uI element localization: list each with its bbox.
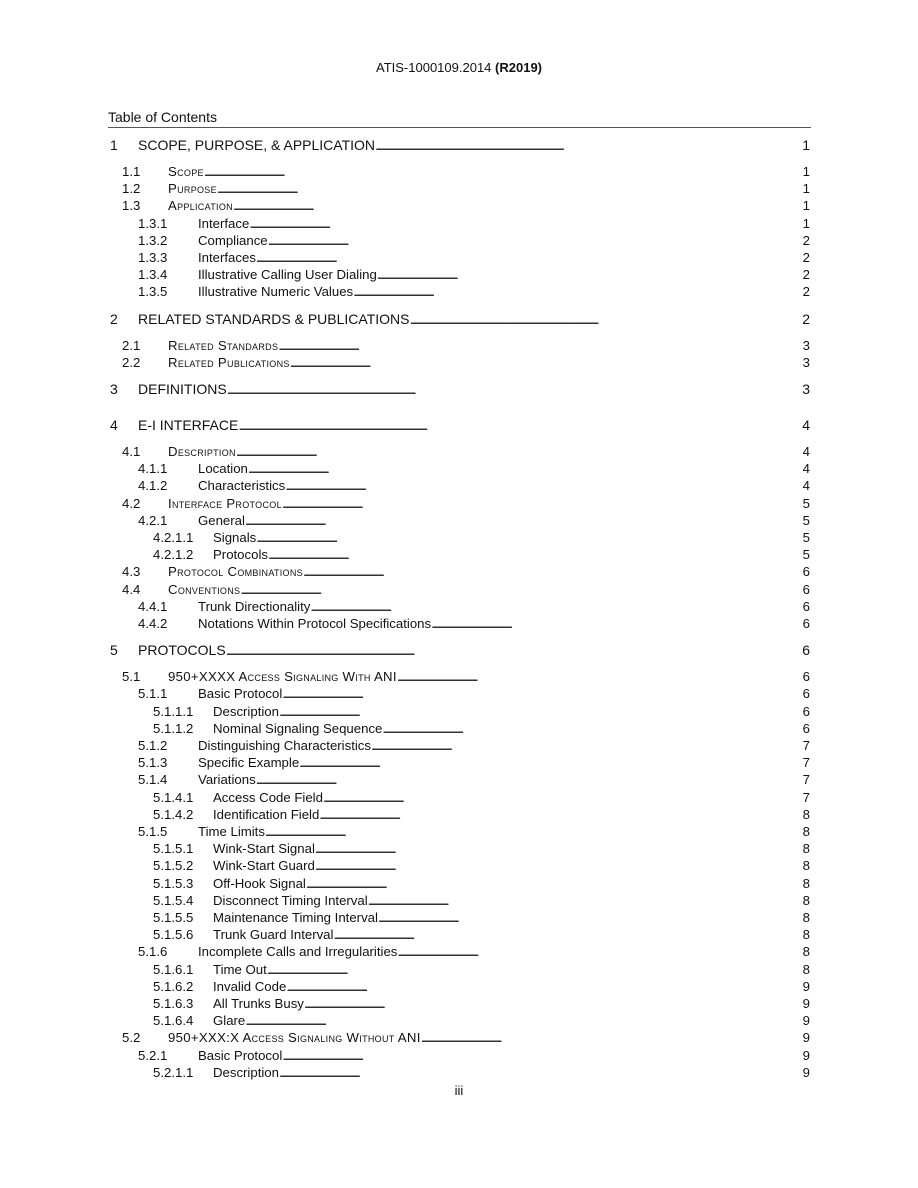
toc-dot-leader (315, 841, 802, 856)
toc-entry-number: 4.4.1 (138, 598, 168, 614)
toc-entry-title: Illustrative Calling User Dialing (198, 267, 377, 283)
toc-dot-leader (421, 1030, 802, 1045)
toc-dot-leader (333, 927, 801, 942)
toc-entry[interactable] (138, 284, 810, 301)
toc-entry[interactable] (122, 164, 810, 181)
toc-entry-number: 3 (110, 381, 118, 397)
toc-entry-number: 4.2.1.1 (153, 530, 194, 545)
toc-entry-title: Interface Protocol (168, 495, 282, 511)
toc-entry-page: 8 (802, 858, 810, 874)
toc-entry-page: 6 (802, 581, 810, 597)
toc-entry-page: 3 (802, 381, 810, 397)
toc-entry[interactable] (138, 755, 810, 772)
toc-entry-number: 5.1.4.2 (153, 806, 194, 822)
toc-entry-title: Location (198, 461, 248, 477)
toc-entry[interactable] (153, 858, 810, 875)
toc-entry-number: 1 (110, 137, 118, 153)
toc-entry-page: 1 (802, 215, 810, 231)
toc-dot-leader (371, 738, 802, 753)
toc-entry-page: 4 (802, 461, 810, 477)
toc-entry-title: Maintenance Timing Interval (213, 910, 378, 925)
toc-entry-page: 5 (802, 530, 810, 545)
toc-entry-title: Wink-Start Guard (213, 858, 315, 874)
toc-dot-leader (282, 1048, 801, 1063)
toc-entry-title: Application (168, 198, 233, 214)
toc-entry-number: 4.2.1 (138, 512, 168, 528)
toc-entry[interactable] (153, 547, 810, 564)
toc-entry[interactable] (110, 137, 810, 154)
toc-entry-number: 1.3.3 (138, 250, 168, 265)
toc-entry-number: 4.1 (122, 444, 141, 459)
toc-entry-page: 8 (802, 910, 810, 925)
toc-entry-title: Time Out (213, 961, 267, 977)
toc-entry-title: Related Standards (168, 337, 279, 353)
toc-entry-page: 9 (802, 1064, 810, 1080)
toc-entry-number: 1.3.5 (138, 284, 168, 300)
toc-dot-leader (233, 198, 802, 213)
toc-entry-number: 5.2 (122, 1030, 141, 1046)
toc-entry-title: Off-Hook Signal (213, 875, 306, 891)
toc-entry[interactable] (138, 738, 810, 755)
toc-entry-number: 4 (110, 417, 118, 433)
toc-dot-leader (378, 910, 802, 925)
toc-entry-number: 2.1 (122, 337, 141, 353)
toc-entry[interactable] (138, 686, 810, 703)
toc-entry[interactable] (122, 582, 810, 599)
toc-entry-title: All Trunks Busy (213, 996, 304, 1011)
toc-dot-leader (226, 642, 802, 658)
toc-entry-number: 4.4 (122, 581, 141, 597)
toc-entry-number: 5.1.5.1 (153, 841, 194, 857)
toc-entry-title: Conventions (168, 581, 241, 597)
page-number: iii (454, 1083, 464, 1098)
toc-entry-number: 5.1.1 (138, 686, 168, 702)
toc-entry[interactable] (138, 461, 810, 478)
toc-entry-title: PROTOCOLS (138, 642, 226, 659)
toc-entry-title: Interfaces (198, 250, 256, 265)
toc-entry-title: E-I INTERFACE (138, 417, 239, 433)
toc-entry-page: 2 (802, 250, 810, 265)
toc-dot-leader (268, 233, 802, 248)
toc-entry-number: 5.1.6.4 (153, 1013, 194, 1029)
toc-entry-page: 4 (802, 417, 810, 433)
toc-entry-number: 5.2.1.1 (153, 1064, 194, 1080)
document-id: ATIS-1000109.2014 (376, 60, 492, 75)
toc-entry[interactable] (122, 355, 810, 372)
toc-entry-title: Glare (213, 1013, 246, 1029)
toc-dot-leader (397, 944, 801, 959)
toc-dot-leader (282, 496, 802, 511)
toc-entry-page: 8 (802, 961, 810, 977)
toc-entry[interactable] (153, 962, 810, 979)
toc-entry[interactable] (153, 807, 810, 824)
toc-dot-leader (319, 807, 801, 822)
toc-entry-title: Identification Field (213, 806, 320, 822)
toc-dot-leader (279, 1065, 802, 1080)
toc-entry-page: 9 (802, 978, 810, 994)
toc-entry-number: 4.1.1 (138, 461, 168, 477)
toc-entry[interactable] (138, 250, 810, 267)
toc-entry[interactable] (153, 1065, 810, 1082)
toc-entry-number: 1.1 (122, 164, 141, 179)
toc-entry-page: 9 (802, 1013, 810, 1029)
toc-entry[interactable] (138, 616, 810, 633)
toc-entry-page: 9 (802, 996, 810, 1011)
toc-entry-title: Description (168, 444, 236, 459)
toc-entry-title: General (198, 512, 245, 528)
toc-entry-title: Specific Example (198, 755, 300, 771)
toc-title: Table of Contents (108, 109, 217, 125)
toc-entry-number: 4.4.2 (138, 616, 168, 631)
toc-entry-title: Variations (198, 772, 256, 788)
toc-entry[interactable] (110, 381, 810, 398)
toc-entry-title: Notations Within Protocol Specifications (198, 616, 432, 631)
toc-entry-number: 4.1.2 (138, 478, 168, 494)
toc-entry-number: 2 (110, 310, 118, 327)
toc-entry[interactable] (122, 198, 810, 215)
toc-entry-title: Purpose (168, 181, 217, 197)
toc-entry-number: 5.2.1 (138, 1047, 168, 1063)
toc-entry-page: 8 (802, 841, 810, 857)
toc-dot-leader (256, 530, 801, 545)
toc-entry[interactable] (153, 1013, 810, 1030)
toc-entry-title: Time Limits (198, 824, 265, 839)
toc-entry-title: Signals (213, 530, 257, 545)
toc-entry-page: 5 (802, 495, 810, 511)
toc-entry-number: 5.1 (122, 669, 141, 685)
toc-entry[interactable] (122, 669, 810, 686)
toc-entry-title: Protocols (213, 547, 268, 563)
toc-entry[interactable] (110, 642, 810, 659)
toc-dot-leader (268, 547, 802, 562)
toc-dot-leader (204, 164, 802, 179)
toc-entry-page: 8 (802, 944, 810, 960)
toc-entry-number: 5.1.1.1 (153, 703, 194, 719)
toc-dot-leader (323, 790, 802, 805)
toc-entry-number: 5.1.5.3 (153, 875, 194, 891)
toc-entry-title: Trunk Guard Interval (213, 927, 334, 943)
toc-entry-page: 6 (802, 703, 810, 719)
toc-entry-number: 5.1.6 (138, 944, 168, 960)
toc-entry[interactable] (122, 338, 810, 355)
toc-entry[interactable] (138, 478, 810, 495)
toc-entry-number: 4.2.1.2 (153, 547, 194, 563)
toc-entry-page: 6 (802, 616, 810, 631)
toc-entry-title: 950+XXX:X Access Signaling Without ANI (168, 1030, 421, 1046)
toc-entry[interactable] (153, 996, 810, 1013)
page-header (0, 60, 918, 75)
toc-entry-title: Illustrative Numeric Values (198, 284, 354, 300)
toc-entry-title: Description (213, 1064, 279, 1080)
toc-dot-leader (353, 284, 802, 299)
toc-dot-leader (410, 311, 802, 327)
toc-entry-page: 8 (802, 806, 810, 822)
toc-dot-leader (431, 616, 802, 631)
toc-entry-title: Interface (198, 215, 250, 231)
toc-entry-title: Basic Protocol (198, 686, 283, 702)
toc-entry[interactable] (122, 496, 810, 513)
toc-entry-title: Invalid Code (213, 978, 287, 994)
toc-entry-title: SCOPE, PURPOSE, & APPLICATION (138, 137, 376, 153)
toc-entry-title: Basic Protocol (198, 1047, 283, 1063)
toc-dot-leader (240, 582, 801, 597)
toc-entry-page: 7 (802, 789, 810, 805)
toc-entry-title: Protocol Combinations (168, 564, 303, 580)
toc-entry-page: 6 (802, 598, 810, 614)
toc-entry-page: 8 (802, 875, 810, 891)
toc-dot-leader (290, 355, 802, 370)
toc-dot-leader (245, 1013, 801, 1028)
toc-dot-leader (382, 721, 801, 736)
toc-divider (108, 127, 811, 128)
toc-entry-title: DEFINITIONS (138, 381, 227, 397)
toc-entry[interactable] (138, 513, 810, 530)
toc-entry-number: 5.1.5.4 (153, 892, 194, 908)
toc-dot-leader (285, 478, 801, 493)
toc-entry[interactable] (153, 841, 810, 858)
toc-entry-number: 5.1.5.6 (153, 927, 194, 943)
toc-entry-page: 7 (802, 738, 810, 753)
toc-entry[interactable] (110, 417, 810, 434)
toc-entry[interactable] (153, 790, 810, 807)
toc-entry-number: 1.3.1 (138, 215, 168, 231)
toc-dot-leader (249, 216, 801, 231)
toc-entry[interactable] (122, 181, 810, 198)
toc-entry-page: 9 (802, 1030, 810, 1046)
toc-entry-page: 6 (802, 564, 810, 580)
toc-entry[interactable] (122, 1030, 810, 1047)
toc-entry-number: 5.1.5.2 (153, 858, 194, 874)
toc-dot-leader (303, 564, 802, 579)
toc-entry-number: 5.1.6.1 (153, 961, 194, 977)
toc-dot-leader (236, 444, 802, 459)
toc-entry-page: 6 (802, 686, 810, 702)
toc-entry[interactable] (138, 772, 810, 789)
toc-dot-leader (279, 704, 802, 719)
toc-entry-page: 6 (802, 720, 810, 736)
toc-entry-title: Distinguishing Characteristics (198, 738, 371, 753)
toc-entry-number: 1.3.4 (138, 267, 168, 283)
toc-entry-page: 1 (802, 164, 810, 179)
toc-entry-number: 5.1.3 (138, 755, 168, 771)
toc-entry[interactable] (138, 1048, 810, 1065)
toc-entry-title: Disconnect Timing Interval (213, 892, 368, 908)
toc-entry[interactable] (138, 267, 810, 284)
toc-dot-leader (397, 669, 802, 684)
revision-label: (R2019) (495, 60, 542, 75)
toc-entry-page: 1 (802, 198, 810, 214)
toc-entry[interactable] (138, 824, 810, 841)
toc-dot-leader (278, 338, 801, 353)
toc-entry[interactable] (138, 944, 810, 961)
toc-entry-number: 4.3 (122, 564, 141, 580)
toc-entry-page: 8 (802, 892, 810, 908)
toc-entry-page: 7 (802, 755, 810, 771)
toc-entry[interactable] (153, 979, 810, 996)
toc-entry-number: 1.3 (122, 198, 141, 214)
toc-entry[interactable] (122, 444, 810, 461)
toc-entry-number: 5.1.4 (138, 772, 168, 788)
toc-entry-page: 3 (802, 337, 810, 353)
toc-entry-page: 8 (802, 927, 810, 943)
toc-entry-page: 4 (802, 444, 810, 459)
toc-dot-leader (256, 772, 802, 787)
toc-dot-leader (256, 250, 802, 265)
toc-entry-number: 5 (110, 642, 118, 659)
toc-entry-page: 2 (802, 232, 810, 248)
toc-entry-page: 1 (802, 137, 810, 153)
toc-dot-leader (286, 979, 801, 994)
toc-dot-leader (248, 461, 802, 476)
toc-entry-page: 2 (802, 284, 810, 300)
toc-entry-number: 4.2 (122, 495, 141, 511)
toc-entry[interactable] (138, 599, 810, 616)
toc-entry-page: 2 (802, 267, 810, 283)
toc-entry-number: 2.2 (122, 354, 141, 370)
toc-dot-leader (310, 599, 801, 614)
toc-dot-leader (368, 893, 802, 908)
toc-dot-leader (315, 858, 802, 873)
toc-entry[interactable] (153, 893, 810, 910)
toc-entry-title: Scope (168, 164, 204, 179)
toc-entry[interactable] (153, 876, 810, 893)
toc-entry-title: Nominal Signaling Sequence (213, 720, 383, 736)
toc-entry-title: Description (213, 703, 279, 719)
toc-dot-leader (217, 181, 802, 196)
toc-entry-title: RELATED STANDARDS & PUBLICATIONS (138, 310, 410, 327)
toc-dot-leader (375, 137, 801, 153)
toc-entry[interactable] (153, 910, 810, 927)
toc-dot-leader (282, 686, 801, 701)
toc-entry-title: Access Code Field (213, 789, 323, 805)
toc-entry-number: 1.3.2 (138, 232, 168, 248)
toc-entry[interactable] (153, 927, 810, 944)
toc-entry[interactable] (138, 216, 810, 233)
toc-dot-leader (267, 962, 802, 977)
toc-entry-number: 5.1.6.2 (153, 978, 194, 994)
toc-entry-title: Related Publications (168, 354, 290, 370)
toc-entry-page: 4 (802, 478, 810, 494)
toc-entry-page: 1 (802, 181, 810, 197)
toc-entry[interactable] (153, 721, 810, 738)
toc-entry-page: 6 (802, 642, 810, 659)
toc-dot-leader (377, 267, 802, 282)
toc-entry-page: 5 (802, 547, 810, 563)
toc-entry[interactable] (138, 233, 810, 250)
toc-entry-title: 950+XXXX Access Signaling With ANI (168, 669, 397, 685)
toc-entry-page: 9 (802, 1047, 810, 1063)
toc-dot-leader (265, 824, 802, 839)
toc-entry[interactable] (153, 530, 810, 547)
toc-entry-title: Incomplete Calls and Irregularities (198, 944, 398, 960)
toc-entry-title: Characteristics (198, 478, 286, 494)
toc-entry-page: 7 (802, 772, 810, 788)
toc-entry-page: 2 (802, 310, 810, 327)
toc-entry-page: 6 (802, 669, 810, 685)
toc-entry[interactable] (122, 564, 810, 581)
toc-dot-leader (227, 381, 802, 397)
toc-entry-number: 5.1.1.2 (153, 720, 194, 736)
toc-entry-title: Compliance (198, 232, 268, 248)
toc-entry-number: 5.1.4.1 (153, 789, 194, 805)
toc-entry-title: Trunk Directionality (198, 598, 311, 614)
toc-entry[interactable] (110, 311, 810, 328)
toc-dot-leader (238, 417, 801, 433)
toc-entry-number: 1.2 (122, 181, 141, 197)
toc-entry[interactable] (153, 704, 810, 721)
toc-dot-leader (299, 755, 802, 770)
toc-dot-leader (304, 996, 802, 1011)
toc-entry-number: 5.1.5.5 (153, 910, 194, 925)
toc-entry-title: Wink-Start Signal (213, 841, 315, 857)
toc-entry-number: 5.1.5 (138, 824, 168, 839)
toc-dot-leader (245, 513, 802, 528)
toc-entry-number: 5.1.2 (138, 738, 168, 753)
toc-entry-number: 5.1.6.3 (153, 996, 194, 1011)
toc-entry-page: 3 (802, 354, 810, 370)
toc-entry-page: 5 (802, 512, 810, 528)
toc-entry-page: 8 (802, 824, 810, 839)
toc-dot-leader (306, 876, 802, 891)
